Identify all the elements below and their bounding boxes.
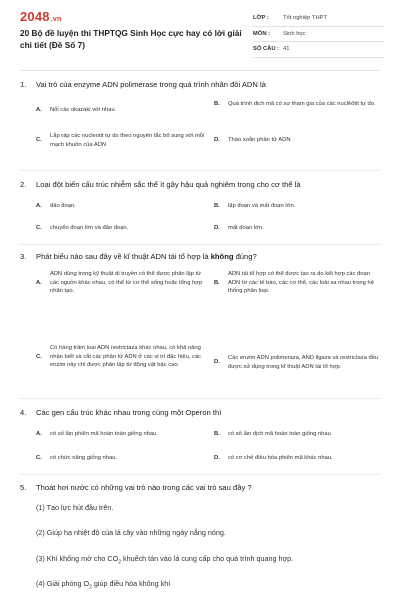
question-text: Vai trò của enzyme ADN polimerase trong quá trình nhân đôi ADN là bbox=[36, 80, 266, 89]
option-c[interactable]: C. Có hàng trăm loại ADN restrictaza khác nhau, có khả năng nhận biết và cắt các phân tử ADN ở các vị trí đặc hiệu, các enzim này chỉ được phân lập từ động vật bậc cao. bbox=[36, 345, 202, 369]
logo-main: 2048 bbox=[20, 9, 50, 24]
question-5 bbox=[20, 483, 380, 593]
option-a[interactable]: A. ADN dùng trong kỹ thuật di truyền có thể được phân lập từ các nguồn khác nhau, có thể từ cơ thể sống hoặc tổng hợp nhân tạo. bbox=[36, 271, 203, 295]
option-a[interactable]: A. Nối các okazaki với nhau bbox=[36, 107, 115, 113]
question-text: Thoát hơi nước có những vai trò nào trong các vai trò sau đây ? bbox=[36, 483, 252, 492]
option-b[interactable]: B. lặp đoạn và mất đoạn lớn. bbox=[214, 203, 296, 209]
statement-4: (4) Giải phóng $O_2$ giúp điều hòa không khí bbox=[36, 579, 171, 591]
question-text: Phát biểu nào sau đây về kĩ thuật ADN tái tổ hợp là không đúng? bbox=[36, 252, 257, 261]
emphasis-word: không bbox=[210, 252, 234, 261]
option-b[interactable]: B. ADN tái tổ hợp có thể được tạo ra do kết hợp các đoạn ADN từ các tế bào, các cơ thể, các loài xa nhau trong hệ thống phân loại. bbox=[214, 271, 374, 295]
meta-key: LỚP : bbox=[253, 15, 269, 22]
question-number: 4. bbox=[20, 408, 27, 417]
question-text: Các gen cấu trúc khác nhau trong cùng một Operon thì bbox=[36, 408, 222, 417]
option-d[interactable]: D. Tháo xoắn phân tử ADN bbox=[214, 137, 291, 143]
document-title: 20 Bộ đề luyện thi THPTQG Sinh Học cực hay có lời giải chi tiết (Đề Số 7) bbox=[20, 28, 242, 50]
option-d[interactable]: D. Các enzim ADN polimeraza, AND ligaza và restrictaza đều được sử dụng trong kĩ thuật ADN tái tổ hợp. bbox=[214, 355, 379, 370]
question-number: 5. bbox=[20, 483, 27, 492]
question-2 bbox=[20, 180, 380, 244]
question-text: Loại đột biến cấu trúc nhiễm sắc thể ít gây hậu quả nghiêm trọng cho cơ thể là bbox=[36, 180, 301, 189]
option-a[interactable]: A. có số lần phiên mã hoàn toàn giống nhau. bbox=[36, 431, 158, 437]
meta-row-subject bbox=[253, 27, 385, 43]
question-3 bbox=[20, 252, 380, 420]
option-b[interactable]: B. Quá trình dịch mã có sự tham gia của các nuclêôtit tự do. bbox=[214, 101, 376, 107]
question-4 bbox=[20, 408, 380, 472]
question-number: 1. bbox=[20, 80, 27, 89]
option-d[interactable]: D. có cơ chế điều hòa phiên mã khác nhau. bbox=[214, 455, 333, 461]
logo-suffix: .vn bbox=[50, 16, 62, 23]
meta-value: Tốt nghiệp THPT bbox=[283, 15, 328, 22]
meta-row-count bbox=[253, 42, 385, 58]
question-number: 3. bbox=[20, 252, 27, 261]
site-logo[interactable] bbox=[20, 9, 61, 24]
question-separator bbox=[20, 474, 380, 475]
option-c[interactable]: C. chuyển đoạn lớn và đảo đoạn. bbox=[36, 225, 129, 231]
statement-3: (3) Khí khổng mở cho $CO_2$ khuếch tán vào lá cung cấp cho quá trình quang hợp. bbox=[36, 553, 294, 566]
exam-meta-table bbox=[253, 11, 385, 58]
page-header bbox=[0, 0, 400, 62]
statement-1: (1) Tạo lực hút đầu trên. bbox=[36, 503, 114, 512]
question-separator bbox=[20, 398, 380, 399]
option-b[interactable]: B. có số lần dịch mã hoàn toàn giống nhau bbox=[214, 431, 331, 437]
meta-value: Sinh học bbox=[283, 30, 306, 37]
question-separator bbox=[20, 244, 380, 245]
meta-key: MÔN : bbox=[253, 30, 271, 37]
header-divider bbox=[20, 70, 380, 71]
option-a[interactable]: A. đảo đoạn. bbox=[36, 203, 76, 209]
question-1 bbox=[20, 80, 380, 160]
statement-2: (2) Giúp hạ nhiệt độ của lá cây vào những ngày nắng nóng. bbox=[36, 528, 226, 538]
meta-row-class bbox=[253, 11, 385, 27]
meta-value: 41 bbox=[283, 46, 290, 53]
option-c[interactable]: C. có chức năng giống nhau. bbox=[36, 455, 118, 461]
question-separator bbox=[20, 170, 380, 171]
option-c[interactable]: C. Lắp ráp các nucleotit tự do theo nguyên tắc bổ sung với mỗi mạch khuôn của ADN bbox=[36, 133, 205, 148]
option-d[interactable]: D. mất đoạn lớn. bbox=[214, 225, 264, 231]
question-number: 2. bbox=[20, 180, 27, 189]
meta-key: SỐ CÂU : bbox=[253, 46, 280, 53]
